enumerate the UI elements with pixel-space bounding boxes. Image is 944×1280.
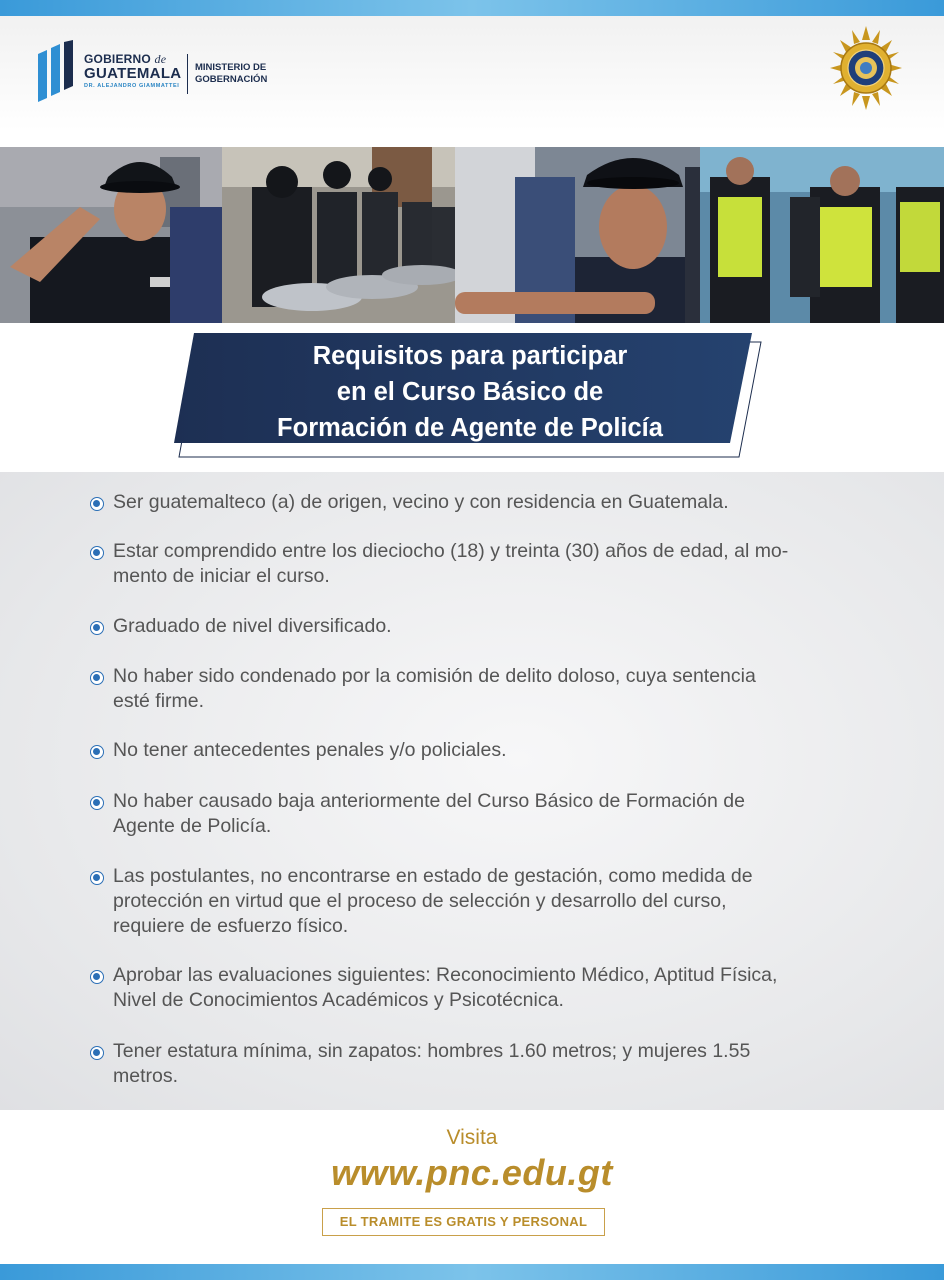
bullet-icon bbox=[90, 497, 104, 511]
requirement-line: protección en virtud que el proceso de selección y desarrollo del curso, bbox=[113, 890, 727, 912]
title-banner bbox=[172, 333, 762, 458]
requirement-line: mento de iniciar el curso. bbox=[113, 565, 330, 587]
police-badge-icon bbox=[830, 26, 902, 110]
requirement-line: Las postulantes, no encontrarse en estado de gestación, como medida de bbox=[113, 865, 753, 887]
requirements-panel bbox=[0, 472, 944, 1110]
bullet-icon bbox=[90, 796, 104, 810]
bullet-icon bbox=[90, 1046, 104, 1060]
requirement-line: Agente de Policía. bbox=[113, 815, 272, 837]
requirement-line: Ser guatemalteco (a) de origen, vecino y con residencia en Guatemala. bbox=[113, 491, 729, 513]
guatemala-label: GUATEMALA bbox=[84, 65, 182, 82]
requirement-line: No haber causado baja anteriormente del Curso Básico de Formación de bbox=[113, 790, 745, 812]
gobierno-de-label: de bbox=[154, 52, 167, 66]
bullet-icon bbox=[90, 871, 104, 885]
tramite-notice: EL TRAMITE ES GRATIS Y PERSONAL bbox=[322, 1208, 605, 1236]
gobierno-label: GOBIERNO de bbox=[84, 52, 167, 66]
photo-collage bbox=[0, 147, 944, 323]
photo-female-officer bbox=[455, 147, 725, 323]
bullet-icon bbox=[90, 745, 104, 759]
requirement-line: requiere de esfuerzo físico. bbox=[113, 915, 349, 937]
photo-saluting-officer bbox=[0, 147, 250, 323]
title-line-3: Formación de Agente de Policía bbox=[277, 414, 663, 442]
website-link[interactable]: www.pnc.edu.gt bbox=[331, 1152, 613, 1193]
requirement-line: Graduado de nivel diversificado. bbox=[113, 615, 392, 637]
bottom-accent-bar bbox=[0, 1264, 944, 1280]
bullet-icon bbox=[90, 546, 104, 560]
page-title bbox=[190, 338, 750, 446]
bullet-icon bbox=[90, 621, 104, 635]
requirement-line: No haber sido condenado por la comisión de delito doloso, cuya sentencia bbox=[113, 665, 756, 687]
title-line-2: en el Curso Básico de bbox=[336, 378, 604, 406]
guatemala-flag-bars-icon bbox=[38, 40, 78, 102]
requirement-line: Tener estatura mínima, sin zapatos: hombres 1.60 metros; y mujeres 1.55 bbox=[113, 1040, 751, 1062]
visita-label: Visita bbox=[446, 1126, 498, 1149]
ministerio-label-1: MINISTERIO DE bbox=[195, 62, 267, 73]
requirement-line: No tener antecedentes penales y/o policiales. bbox=[113, 739, 507, 761]
requirement-line: Nivel de Conocimientos Académicos y Psicotécnica. bbox=[113, 989, 564, 1011]
photo-motorcycle-unit bbox=[222, 147, 480, 323]
gobierno-logo bbox=[38, 40, 288, 102]
logo-divider bbox=[187, 54, 188, 94]
requirement-line: metros. bbox=[113, 1065, 179, 1087]
president-label: DR. ALEJANDRO GIAMMATTEI bbox=[84, 83, 180, 89]
photo-patrol-officers bbox=[700, 147, 944, 323]
requirement-line: Aprobar las evaluaciones siguientes: Reconocimiento Médico, Aptitud Física, bbox=[113, 964, 778, 986]
title-line-1: Requisitos para participar bbox=[312, 342, 628, 370]
requirement-line: Estar comprendido entre los dieciocho (18) y treinta (30) años de edad, al mo- bbox=[113, 540, 789, 562]
ministerio-label-2: GOBERNACIÓN bbox=[195, 74, 268, 85]
bullet-icon bbox=[90, 671, 104, 685]
requirement-line: esté firme. bbox=[113, 690, 205, 712]
bullet-icon bbox=[90, 970, 104, 984]
top-accent-bar bbox=[0, 0, 944, 16]
